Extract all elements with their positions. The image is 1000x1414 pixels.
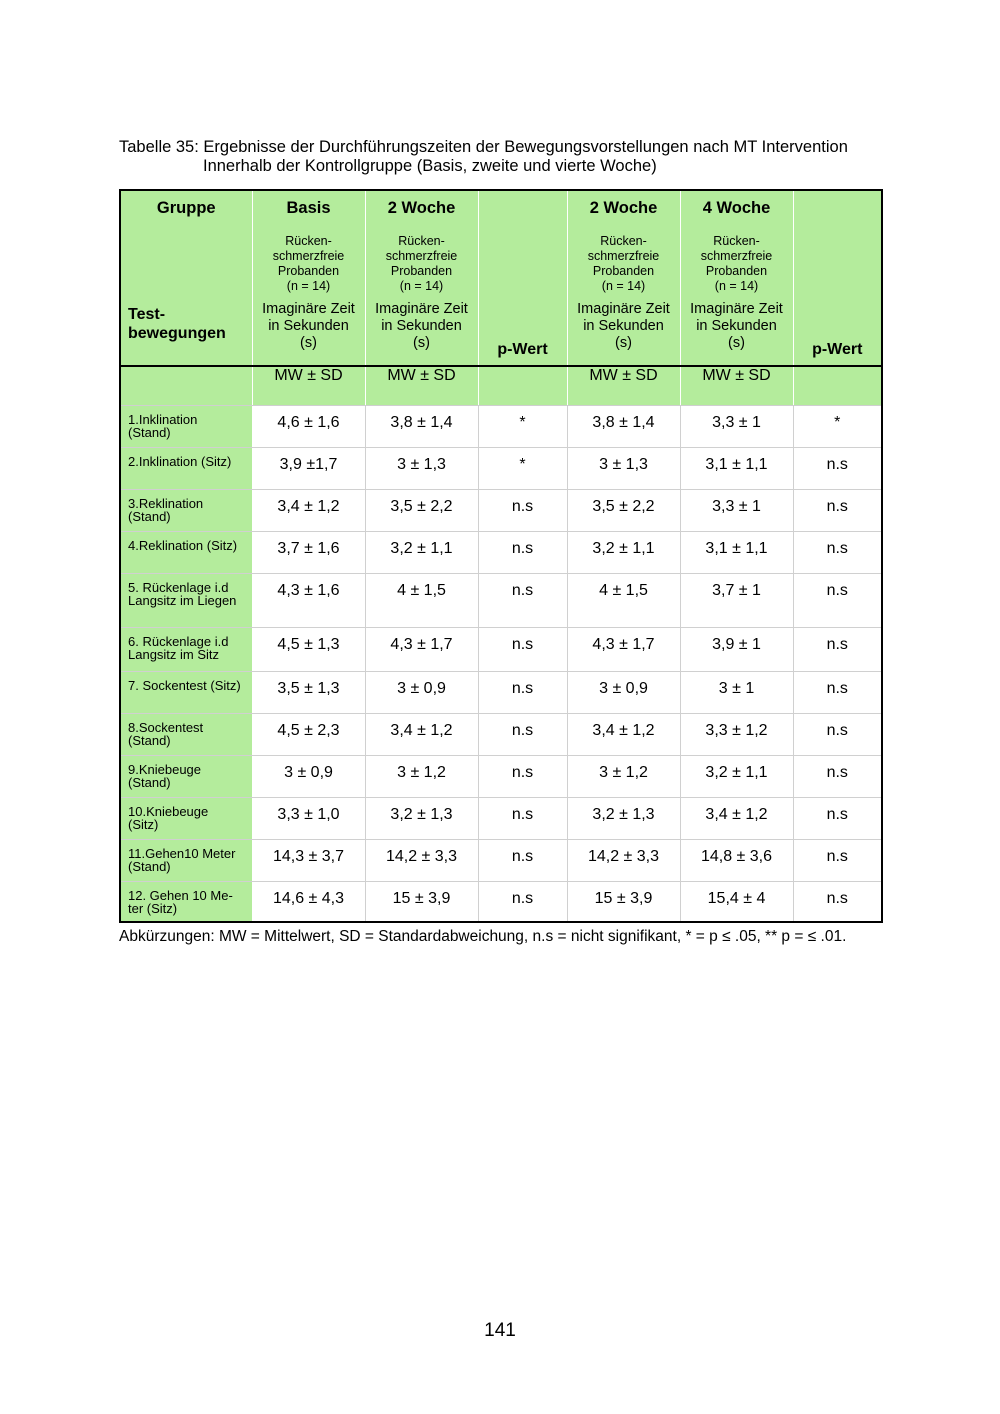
value-woche2b: 3 ± 1,2 [567,756,680,798]
header-gruppe: Gruppe [156,199,216,217]
value-woche2a: 15 ± 3,9 [365,882,478,922]
table-row [120,882,882,922]
value-woche4: 3,3 ± 1 [680,490,793,532]
caption-line-2: Innerhalb der Kontrollgruppe (Basis, zweite und vierte Woche) [203,157,657,175]
header-woche2b-cell: 2 Woche Rücken- schmerzfreie Probanden (n = 14) Imaginäre Zeit in Sekunden (s) [567,190,680,366]
row-label: 5. Rückenlage i.d Langsitz im Liegen [120,574,252,628]
value-basis: 3,4 ± 1,2 [252,490,365,532]
value-woche4: 14,8 ± 3,6 [680,840,793,882]
value-woche2b: 4,3 ± 1,7 [567,628,680,672]
table-row [120,406,882,448]
table-row [120,448,882,490]
value-basis: 14,6 ± 4,3 [252,882,365,922]
table-caption [119,138,919,176]
mw-sd-label: MW ± SD [680,366,793,406]
header-pwert-2-cell: p-Wert [793,190,882,366]
value-woche4: 3,1 ± 1,1 [680,448,793,490]
row-label: 9.Kniebeuge (Stand) [120,756,252,798]
table-row [120,756,882,798]
p-value-2: n.s [793,490,882,532]
value-basis: 14,3 ± 3,7 [252,840,365,882]
row-label: 12. Gehen 10 Me- ter (Sitz) [120,882,252,922]
p-value-2: n.s [793,628,882,672]
p-value-2: n.s [793,574,882,628]
row-label: 11.Gehen10 Meter (Stand) [120,840,252,882]
row-label: 8.Sockentest (Stand) [120,714,252,756]
value-woche2a: 3,2 ± 1,1 [365,532,478,574]
p-value-2: n.s [793,840,882,882]
row-label: 2.Inklination (Sitz) [120,448,252,490]
value-basis: 4,6 ± 1,6 [252,406,365,448]
value-woche2a: 3 ± 1,2 [365,756,478,798]
value-basis: 3,3 ± 1,0 [252,798,365,840]
row-label: 1.Inklination (Stand) [120,406,252,448]
value-woche2a: 3 ± 1,3 [365,448,478,490]
value-basis: 3,5 ± 1,3 [252,672,365,714]
value-basis: 3 ± 0,9 [252,756,365,798]
table-header-row [120,190,882,366]
value-woche2b: 4 ± 1,5 [567,574,680,628]
header-basis-cell: Basis Rücken- schmerzfreie Probanden (n = 14) Imaginäre Zeit in Sekunden (s) [252,190,365,366]
value-woche2a: 4,3 ± 1,7 [365,628,478,672]
value-woche4: 3,9 ± 1 [680,628,793,672]
p-value-1: n.s [478,882,567,922]
value-woche4: 3,4 ± 1,2 [680,798,793,840]
caption-line-1: Tabelle 35: Ergebnisse der Durchführungszeiten der Bewegungsvorstellungen nach MT Intervention [119,138,848,156]
row-label: 10.Kniebeuge (Sitz) [120,798,252,840]
abbreviations-note: Abkürzungen: MW = Mittelwert, SD = Standardabweichung, n.s = nicht signifikant, * = p ≤ .05, ** p = ≤ .01. [119,928,847,945]
header-testbewegungen: Test- bewegungen [128,306,226,342]
value-woche4: 3,7 ± 1 [680,574,793,628]
p-value-1: n.s [478,490,567,532]
p-value-1: n.s [478,798,567,840]
value-basis: 3,9 ±1,7 [252,448,365,490]
table-row [120,490,882,532]
value-woche2b: 15 ± 3,9 [567,882,680,922]
value-basis: 3,7 ± 1,6 [252,532,365,574]
p-value-1: n.s [478,574,567,628]
p-value-2: n.s [793,532,882,574]
header-woche2a-cell: 2 Woche Rücken- schmerzfreie Probanden (n = 14) Imaginäre Zeit in Sekunden (s) [365,190,478,366]
value-woche4: 15,4 ± 4 [680,882,793,922]
mw-sd-label: MW ± SD [567,366,680,406]
p-value-2: n.s [793,756,882,798]
page-number: 141 [484,1320,516,1341]
p-value-1: n.s [478,840,567,882]
table-row [120,798,882,840]
value-woche2b: 3,2 ± 1,1 [567,532,680,574]
value-woche4: 3,3 ± 1 [680,406,793,448]
mw-sd-label: MW ± SD [252,366,365,406]
value-woche2b: 3 ± 1,3 [567,448,680,490]
value-woche2b: 14,2 ± 3,3 [567,840,680,882]
value-woche2b: 3,5 ± 2,2 [567,490,680,532]
value-woche2a: 14,2 ± 3,3 [365,840,478,882]
p-value-2: n.s [793,672,882,714]
row-label: 4.Reklination (Sitz) [120,532,252,574]
results-table [119,189,883,923]
header-pwert-1-cell: p-Wert [478,190,567,366]
value-woche2b: 3 ± 0,9 [567,672,680,714]
value-woche4: 3,2 ± 1,1 [680,756,793,798]
value-woche4: 3 ± 1 [680,672,793,714]
p-value-2: * [793,406,882,448]
row-label: 7. Sockentest (Sitz) [120,672,252,714]
table-row [120,672,882,714]
value-woche2b: 3,4 ± 1,2 [567,714,680,756]
p-value-1: n.s [478,532,567,574]
p-value-2: n.s [793,448,882,490]
value-basis: 4,5 ± 2,3 [252,714,365,756]
value-woche2a: 3,8 ± 1,4 [365,406,478,448]
p-value-2: n.s [793,714,882,756]
value-woche2b: 3,8 ± 1,4 [567,406,680,448]
table-row [120,840,882,882]
value-woche4: 3,3 ± 1,2 [680,714,793,756]
table-row [120,628,882,672]
table-row [120,532,882,574]
header-woche4-cell: 4 Woche Rücken- schmerzfreie Probanden (n = 14) Imaginäre Zeit in Sekunden (s) [680,190,793,366]
table-row [120,574,882,628]
mw-sd-label: MW ± SD [365,366,478,406]
p-value-2: n.s [793,882,882,922]
p-value-1: * [478,448,567,490]
p-value-1: n.s [478,628,567,672]
mw-sd-header-row [120,366,882,406]
p-value-1: * [478,406,567,448]
p-value-1: n.s [478,672,567,714]
row-label: 6. Rückenlage i.d Langsitz im Sitz [120,628,252,672]
value-woche2a: 3,2 ± 1,3 [365,798,478,840]
value-woche2a: 3 ± 0,9 [365,672,478,714]
value-woche2a: 4 ± 1,5 [365,574,478,628]
p-value-1: n.s [478,756,567,798]
value-woche2b: 3,2 ± 1,3 [567,798,680,840]
row-label: 3.Reklination (Stand) [120,490,252,532]
value-woche2a: 3,5 ± 2,2 [365,490,478,532]
header-gruppe-cell [120,190,252,366]
value-woche2a: 3,4 ± 1,2 [365,714,478,756]
table-body [120,406,882,922]
value-woche4: 3,1 ± 1,1 [680,532,793,574]
p-value-2: n.s [793,798,882,840]
table-row [120,714,882,756]
p-value-1: n.s [478,714,567,756]
value-basis: 4,5 ± 1,3 [252,628,365,672]
value-basis: 4,3 ± 1,6 [252,574,365,628]
